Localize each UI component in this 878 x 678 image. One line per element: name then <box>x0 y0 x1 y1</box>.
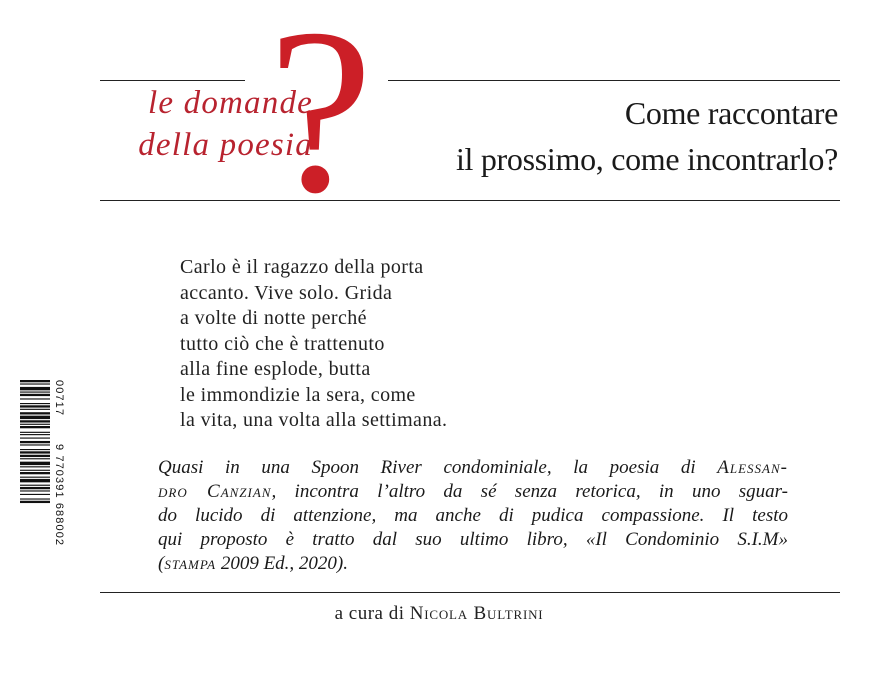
barcode-digits-bottom: 9 770391 688002 <box>53 444 65 547</box>
barcode-bar <box>20 472 50 474</box>
barcode-bar <box>20 479 50 482</box>
intro-paragraph <box>158 456 788 576</box>
poem-line: a volte di notte perché <box>180 307 367 329</box>
intro-text: Quasi in una Spoon River condominiale, la poesia di <box>158 457 718 478</box>
poem-line: la vita, una volta alla settimana. <box>180 409 448 431</box>
barcode-bar <box>20 438 50 439</box>
curator-name: Nicola Bultrini <box>409 603 544 624</box>
curator-prefix: a cura di <box>334 603 410 624</box>
bottom-rule-header <box>100 200 840 201</box>
intro-line: do lucido di attenzione, ma anche di pudica compassione. Il testo <box>158 505 788 526</box>
barcode-bar <box>20 432 50 433</box>
barcode-bar <box>20 405 50 407</box>
intro-line <box>158 480 788 504</box>
barcode-bar <box>20 498 50 499</box>
poem-line: tutto ciò che è trattenuto <box>180 332 385 355</box>
intro-line <box>158 456 788 480</box>
author-name-part2: dro Canzian <box>158 481 272 502</box>
barcode-bar <box>20 451 50 453</box>
barcode-bar <box>20 412 50 414</box>
headline-line2: il prossimo, come incontrarlo? <box>455 141 838 177</box>
bottom-rule-intro <box>100 592 840 593</box>
barcode-bar <box>20 455 50 457</box>
top-rule-left <box>100 80 245 81</box>
barcode-bar <box>20 416 50 419</box>
poem-line: accanto. Vive solo. Grida <box>180 281 393 304</box>
barcode-bar <box>20 441 50 443</box>
barcode-bar <box>20 394 50 396</box>
barcode-bar <box>20 380 50 382</box>
question-mark-logo: ? <box>268 0 373 242</box>
barcode-bar <box>20 424 50 425</box>
barcode-bar <box>20 462 50 465</box>
barcode-bar <box>20 490 50 491</box>
barcode-digits-top: 00717 <box>53 380 65 417</box>
barcode-bar <box>20 444 50 445</box>
barcode-bar <box>20 420 50 422</box>
series-title-line2: della poesia <box>138 127 313 163</box>
poem-line: Carlo è il ragazzo della porta <box>180 256 424 278</box>
series-title-line1: le domande <box>147 85 313 121</box>
barcode-bar <box>20 477 50 478</box>
intro-text: , incontra l’altro da sé senza retorica, in uno sguar- <box>271 481 788 502</box>
poem-line: alla fine esplode, butta <box>180 358 371 380</box>
barcode-digits <box>53 380 69 620</box>
barcode-bar <box>20 501 50 503</box>
barcode-bar <box>20 383 50 384</box>
barcode <box>20 380 50 620</box>
intro-text: 2009 Ed., 2020). <box>216 553 349 574</box>
poem <box>180 255 447 434</box>
barcode-bar <box>20 403 50 404</box>
top-rule-right <box>388 80 840 81</box>
barcode-bar <box>20 470 50 471</box>
headline-line1: Come raccontare <box>624 95 838 131</box>
headline <box>378 90 838 182</box>
barcode-bar <box>20 392 50 393</box>
barcode-bar <box>20 494 50 495</box>
barcode-bar <box>20 485 50 486</box>
poem-line: le immondizie la sera, come <box>180 383 416 406</box>
intro-line: qui proposto è tratto dal suo ultimo libro, «Il Condominio S.I.M» <box>158 529 788 550</box>
barcode-bar <box>20 466 50 467</box>
barcode-bar <box>20 398 50 399</box>
barcode-bar <box>20 409 50 410</box>
barcode-bar <box>20 449 50 450</box>
curator-credit <box>0 603 878 625</box>
intro-text: ( <box>158 553 165 574</box>
barcode-bar <box>20 426 50 428</box>
barcode-bar <box>20 487 50 489</box>
author-name-part1: Alessan- <box>717 457 788 478</box>
barcode-bar <box>20 387 50 390</box>
intro-line <box>158 552 788 576</box>
barcode-bar <box>20 434 50 435</box>
barcode-bar <box>20 458 50 459</box>
publisher-name: stampa <box>164 553 217 574</box>
